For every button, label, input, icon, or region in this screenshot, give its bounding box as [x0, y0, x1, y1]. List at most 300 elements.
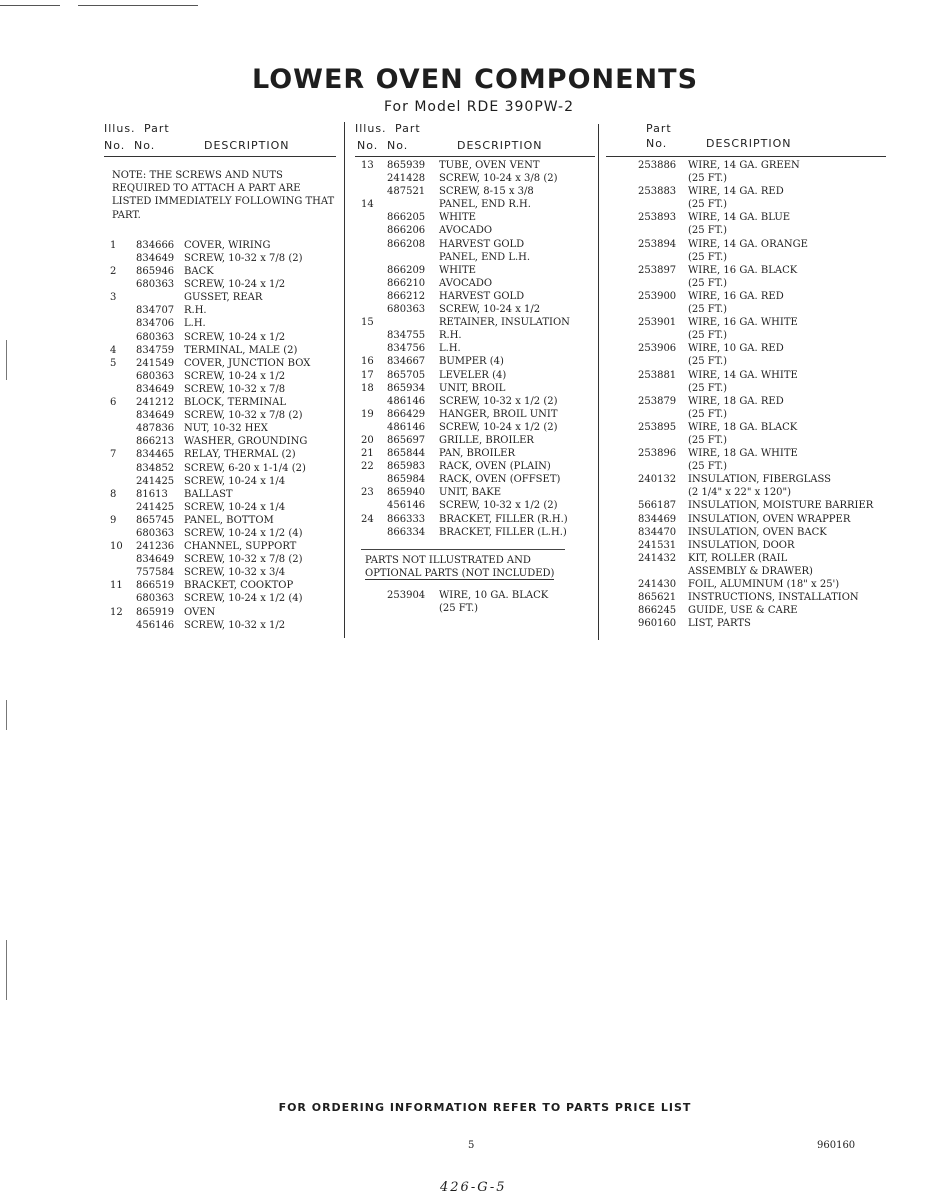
- illus-number: 9: [110, 514, 117, 526]
- part-description: INSULATION, DOOR: [688, 539, 795, 551]
- part-number: 865919: [136, 606, 175, 618]
- part-description: SCREW, 6-20 x 1-1/4 (2): [184, 462, 306, 474]
- part-row: [606, 460, 886, 473]
- part-row: [355, 198, 595, 211]
- illus-number: 7: [110, 449, 117, 461]
- scan-edge-mark: [6, 940, 7, 1000]
- part-description: BUMPER (4): [439, 356, 504, 368]
- part-description: WASHER, GROUNDING: [184, 436, 308, 448]
- part-number: 456146: [387, 500, 426, 512]
- part-description: PANEL, END L.H.: [439, 251, 531, 263]
- part-number: 834756: [387, 343, 426, 355]
- part-row: [606, 513, 886, 526]
- part-description: SCREW, 10-32 x 1/2: [184, 619, 286, 631]
- part-number: 680363: [136, 527, 175, 539]
- part-description: (25 FT.): [688, 173, 728, 185]
- parts-column-3: [606, 120, 886, 630]
- part-number: 253894: [638, 238, 677, 250]
- part-description: L.H.: [439, 343, 461, 355]
- parts-list-col1: [104, 239, 336, 632]
- part-description: (25 FT.): [688, 330, 728, 342]
- part-row: [104, 619, 336, 632]
- part-row: [104, 331, 336, 344]
- part-number: 241428: [387, 173, 426, 185]
- illus-number: 12: [110, 606, 123, 618]
- part-row: [355, 382, 595, 395]
- part-description: WIRE, 16 GA. BLACK: [688, 264, 798, 276]
- part-number: 81613: [136, 488, 168, 500]
- part-number: 865934: [387, 382, 426, 394]
- part-number: 253883: [638, 186, 677, 198]
- part-number: 834706: [136, 318, 175, 330]
- part-row: [606, 342, 886, 355]
- part-description: RELAY, THERMAL (2): [184, 449, 296, 461]
- part-number: 253886: [638, 160, 677, 171]
- part-number: 253901: [638, 317, 677, 329]
- description-header: DESCRIPTION: [204, 139, 290, 152]
- part-description: (2 1/4" x 22" x 120"): [688, 487, 792, 499]
- part-description: SCREW, 10-24 x 1/2: [184, 331, 286, 343]
- part-description: COVER, JUNCTION BOX: [184, 357, 311, 369]
- part-description: WIRE, 10 GA. RED: [688, 343, 784, 355]
- part-description: WIRE, 18 GA. BLACK: [688, 421, 798, 433]
- part-number: 865844: [387, 448, 426, 460]
- part-row: [104, 422, 336, 435]
- part-description: L.H.: [184, 318, 206, 330]
- part-row: [104, 566, 336, 579]
- part-row: [606, 251, 886, 264]
- part-description: (25 FT.): [688, 277, 728, 289]
- column-header: [606, 120, 886, 157]
- part-number: 253900: [638, 290, 677, 302]
- part-number: 866245: [638, 605, 677, 617]
- part-row: [104, 317, 336, 330]
- part-number: 241430: [638, 579, 677, 590]
- part-row: [606, 159, 886, 172]
- part-row: [104, 383, 336, 396]
- part-row: [355, 251, 595, 264]
- part-row: [355, 395, 595, 408]
- part-row: [355, 513, 595, 526]
- part-description: WIRE, 18 GA. WHITE: [688, 448, 798, 460]
- part-row: [606, 369, 886, 382]
- illus-number: 10: [110, 541, 123, 553]
- part-no-header: No.: [387, 139, 409, 152]
- part-description: RACK, OVEN (PLAIN): [439, 461, 551, 473]
- part-row: [355, 316, 595, 329]
- part-row: [606, 565, 886, 578]
- part-row: [355, 224, 595, 237]
- part-description: WIRE, 10 GA. BLACK: [439, 589, 549, 601]
- part-row: [606, 211, 886, 224]
- part-row: [606, 238, 886, 251]
- part-description: (25 FT.): [688, 356, 728, 368]
- handwritten-note: 426-G-5: [440, 1180, 507, 1195]
- part-row: [606, 172, 886, 185]
- part-row: [104, 527, 336, 540]
- part-number: 865705: [387, 369, 426, 381]
- optional-heading-line2: OPTIONAL PARTS (NOT INCLUDED): [365, 568, 555, 580]
- part-number: 865697: [387, 434, 426, 446]
- column-header: [104, 120, 336, 157]
- illus-header: Illus.: [355, 122, 387, 135]
- part-description: SCREW, 10-24 x 1/2: [184, 279, 286, 291]
- part-row: [104, 344, 336, 357]
- part-number: 241212: [136, 397, 175, 409]
- part-description: WIRE, 14 GA. RED: [688, 186, 784, 198]
- part-row: [355, 421, 595, 434]
- part-no-header: No.: [646, 137, 668, 150]
- part-row: [355, 473, 595, 486]
- illus-number: 21: [361, 448, 374, 460]
- part-description: OVEN: [184, 606, 216, 618]
- part-description: (25 FT.): [688, 461, 728, 473]
- part-description: TERMINAL, MALE (2): [184, 344, 298, 356]
- part-number: 866210: [387, 277, 426, 289]
- part-number: 865984: [387, 474, 426, 486]
- document-number: 960160: [817, 1140, 856, 1151]
- part-description: SCREW, 10-32 x 1/2 (2): [439, 395, 558, 407]
- part-row: [606, 329, 886, 342]
- part-row: [104, 304, 336, 317]
- part-description: R.H.: [184, 305, 207, 317]
- illus-number: 20: [361, 434, 374, 446]
- part-row: [104, 592, 336, 605]
- part-number: 834649: [136, 554, 175, 566]
- part-number: 834759: [136, 344, 175, 356]
- part-row: [606, 434, 886, 447]
- part-row: [606, 604, 886, 617]
- part-row: [355, 460, 595, 473]
- illus-number: 16: [361, 356, 374, 368]
- part-row: [104, 396, 336, 409]
- scan-edge-mark: [6, 340, 7, 380]
- part-number: 834667: [387, 356, 426, 368]
- part-row: [355, 290, 595, 303]
- part-number: 834852: [136, 462, 175, 474]
- part-number: 866429: [387, 408, 426, 420]
- part-header: Part: [144, 122, 170, 135]
- part-description: PANEL, BOTTOM: [184, 514, 274, 526]
- part-description: SCREW, 10-24 x 1/2 (4): [184, 527, 303, 539]
- parts-list-col2: [355, 159, 595, 539]
- part-description: (25 FT.): [688, 251, 728, 263]
- part-description: SCREW, 10-24 x 1/2 (4): [184, 593, 303, 605]
- part-number: 865940: [387, 487, 426, 499]
- part-row: [606, 408, 886, 421]
- optional-parts-section: [355, 549, 595, 615]
- parts-column-2: [355, 120, 595, 615]
- part-number: 487836: [136, 423, 175, 435]
- part-number: 486146: [387, 421, 426, 433]
- part-description: (25 FT.): [688, 434, 728, 446]
- part-row: [606, 526, 886, 539]
- part-row: [355, 355, 595, 368]
- part-description: WIRE, 18 GA. RED: [688, 395, 784, 407]
- part-row: [606, 395, 886, 408]
- part-number: 866519: [136, 580, 175, 592]
- part-description: SCREW, 10-32 x 7/8 (2): [184, 253, 303, 264]
- part-description: (25 FT.): [688, 225, 728, 237]
- part-row: [104, 291, 336, 304]
- part-row: [355, 434, 595, 447]
- part-description: ASSEMBLY & DRAWER): [688, 565, 813, 577]
- part-description: WHITE: [439, 212, 476, 224]
- part-description: GRILLE, BROILER: [439, 434, 534, 446]
- part-number: 241432: [638, 552, 677, 564]
- part-description: INSTRUCTIONS, INSTALLATION: [688, 592, 859, 604]
- illus-number: 2: [110, 266, 117, 278]
- illus-header: Illus.: [104, 122, 136, 135]
- part-number: 865939: [387, 160, 426, 171]
- part-description: BALLAST: [184, 488, 233, 500]
- part-description: WIRE, 14 GA. WHITE: [688, 369, 798, 381]
- part-description: HANGER, BROIL UNIT: [439, 408, 558, 420]
- part-row: [104, 606, 336, 619]
- part-description: SCREW, 10-24 x 1/4: [184, 475, 286, 487]
- illus-number: 19: [361, 408, 374, 420]
- part-number: 253879: [638, 395, 677, 407]
- part-description: PAN, BROILER: [439, 448, 515, 460]
- part-number: 240132: [638, 474, 677, 486]
- part-description: NUT, 10-32 HEX: [184, 423, 268, 435]
- part-row: [355, 159, 595, 172]
- part-number: 834469: [638, 513, 677, 525]
- part-row: [355, 447, 595, 460]
- part-row: [355, 369, 595, 382]
- part-row: [104, 488, 336, 501]
- part-description: SCREW, 10-32 x 7/8: [184, 383, 286, 395]
- part-row: [355, 486, 595, 499]
- illus-number: 13: [361, 160, 374, 171]
- column-divider: [598, 124, 599, 640]
- part-description: LEVELER (4): [439, 369, 507, 381]
- part-description: LIST, PARTS: [688, 618, 751, 630]
- part-number: 866205: [387, 212, 426, 224]
- part-row: [606, 499, 886, 512]
- illus-number: 15: [361, 317, 374, 329]
- part-description: BRACKET, FILLER (R.H.): [439, 513, 568, 525]
- part-description: INSULATION, MOISTURE BARRIER: [688, 500, 874, 512]
- part-row: [606, 591, 886, 604]
- part-number: 253897: [638, 264, 677, 276]
- part-description: GUIDE, USE & CARE: [688, 605, 798, 617]
- part-number: 253906: [638, 343, 677, 355]
- part-row: [104, 409, 336, 422]
- part-description: INSULATION, OVEN BACK: [688, 526, 827, 538]
- part-row: [104, 278, 336, 291]
- part-number: 456146: [136, 619, 175, 631]
- part-row: [355, 303, 595, 316]
- part-number: 865745: [136, 514, 175, 526]
- part-number: 834755: [387, 330, 426, 342]
- part-description: INSULATION, OVEN WRAPPER: [688, 513, 851, 525]
- part-row: [104, 357, 336, 370]
- part-number: 680363: [136, 593, 175, 605]
- part-number: 834465: [136, 449, 175, 461]
- part-row: [355, 185, 595, 198]
- part-number: 241531: [638, 539, 677, 551]
- page-number: 5: [468, 1140, 475, 1151]
- part-row: [606, 421, 886, 434]
- illus-number: 4: [110, 344, 117, 356]
- part-row: [606, 264, 886, 277]
- part-description: GUSSET, REAR: [184, 292, 263, 304]
- part-number: 865946: [136, 266, 175, 278]
- part-description: WIRE, 16 GA. RED: [688, 290, 784, 302]
- illus-number: 17: [361, 369, 374, 381]
- part-row: [104, 579, 336, 592]
- part-number: 866213: [136, 436, 175, 448]
- part-row: [104, 239, 336, 252]
- part-row: [606, 578, 886, 591]
- part-description: SCREW, 8-15 x 3/8: [439, 186, 534, 198]
- ordering-info: FOR ORDERING INFORMATION REFER TO PARTS PRICE LIST: [278, 1101, 692, 1114]
- part-number: 680363: [136, 279, 175, 291]
- part-description: WHITE: [439, 264, 476, 276]
- part-row: [606, 617, 886, 630]
- part-number: 960160: [638, 618, 677, 630]
- scan-edge-mark: [6, 700, 7, 730]
- illus-number: 8: [110, 488, 117, 500]
- part-description: SCREW, 10-24 x 1/2: [184, 370, 286, 382]
- optional-heading-line1: PARTS NOT ILLUSTRATED AND: [365, 554, 531, 566]
- part-row: [104, 501, 336, 514]
- part-row: [355, 277, 595, 290]
- part-number: 834649: [136, 383, 175, 395]
- part-number: 680363: [387, 304, 426, 316]
- part-description: (25 FT.): [688, 382, 728, 394]
- part-row: [606, 552, 886, 565]
- part-number: 865621: [638, 592, 677, 604]
- part-row: [606, 486, 886, 499]
- part-description: HARVEST GOLD: [439, 238, 525, 250]
- part-description: COVER, WIRING: [184, 239, 271, 251]
- part-row: [104, 252, 336, 265]
- part-description: CHANNEL, SUPPORT: [184, 541, 297, 553]
- part-number: 866333: [387, 513, 426, 525]
- description-header: DESCRIPTION: [457, 139, 543, 152]
- part-number: 866334: [387, 526, 426, 538]
- part-row: [606, 355, 886, 368]
- part-row: [104, 514, 336, 527]
- illus-number: 6: [110, 397, 117, 409]
- part-row: [606, 198, 886, 211]
- part-row: [606, 224, 886, 237]
- part-description: AVOCADO: [439, 225, 493, 237]
- part-number: 253893: [638, 212, 677, 224]
- part-description: KIT, ROLLER (RAIL: [688, 552, 788, 564]
- part-description: WIRE, 14 GA. BLUE: [688, 212, 791, 224]
- part-row: [606, 316, 886, 329]
- part-description: WIRE, 14 GA. ORANGE: [688, 238, 808, 250]
- part-header: Part: [646, 122, 672, 135]
- part-row: [355, 172, 595, 185]
- part-number: 866212: [387, 290, 426, 302]
- part-number: 253895: [638, 421, 677, 433]
- part-no-header: No.: [134, 139, 156, 152]
- parts-list-col3: [606, 159, 886, 630]
- part-description: SCREW, 10-24 x 1/2 (2): [439, 421, 558, 433]
- part-description: HARVEST GOLD: [439, 290, 525, 302]
- part-description: FOIL, ALUMINUM (18" x 25'): [688, 579, 840, 590]
- part-row: [606, 539, 886, 552]
- illus-no-header: No.: [357, 139, 379, 152]
- part-number: 680363: [136, 370, 175, 382]
- illus-number: 18: [361, 382, 374, 394]
- part-row: [104, 448, 336, 461]
- page-title: LOWER OVEN COMPONENTS: [251, 64, 699, 95]
- part-row: [104, 370, 336, 383]
- part-row: [355, 526, 595, 539]
- page-subtitle: For Model RDE 390PW-2: [384, 99, 575, 115]
- part-description: RETAINER, INSULATION: [439, 317, 570, 329]
- part-description: UNIT, BROIL: [439, 382, 506, 394]
- part-number: 865983: [387, 461, 426, 473]
- scan-top-line-left: [0, 5, 60, 6]
- part-description: WIRE, 14 GA. GREEN: [688, 160, 800, 171]
- part-row: [355, 602, 595, 615]
- part-number: 241425: [136, 475, 175, 487]
- part-number: 834707: [136, 305, 175, 317]
- part-row: [104, 553, 336, 566]
- illus-number: 24: [361, 513, 374, 525]
- part-number: 486146: [387, 395, 426, 407]
- part-row: [104, 265, 336, 278]
- part-row: [606, 303, 886, 316]
- part-description: (25 FT.): [688, 408, 728, 420]
- illus-number: 23: [361, 487, 374, 499]
- part-number: 253896: [638, 448, 677, 460]
- part-row: [104, 540, 336, 553]
- optional-parts-list: [355, 589, 595, 615]
- part-row: [606, 382, 886, 395]
- part-number: 566187: [638, 500, 677, 512]
- part-number: 241549: [136, 357, 175, 369]
- part-description: R.H.: [439, 330, 462, 342]
- part-row: [355, 264, 595, 277]
- part-row: [606, 277, 886, 290]
- part-number: 241236: [136, 541, 175, 553]
- scan-top-line-right: [78, 5, 198, 6]
- part-description: UNIT, BAKE: [439, 487, 502, 499]
- part-description: SCREW, 10-32 x 1/2 (2): [439, 500, 558, 512]
- part-header: Part: [395, 122, 421, 135]
- part-description: WIRE, 16 GA. WHITE: [688, 317, 798, 329]
- part-description: SCREW, 10-32 x 7/8 (2): [184, 410, 303, 422]
- part-row: [355, 589, 595, 602]
- part-row: [606, 290, 886, 303]
- illus-number: 1: [110, 239, 117, 251]
- part-row: [355, 342, 595, 355]
- part-description: INSULATION, FIBERGLASS: [688, 474, 832, 486]
- part-number: 834470: [638, 526, 677, 538]
- part-description: TUBE, OVEN VENT: [439, 160, 540, 171]
- part-description: SCREW, 10-32 x 7/8 (2): [184, 554, 303, 566]
- illus-number: 11: [110, 580, 123, 592]
- part-description: (25 FT.): [688, 199, 728, 211]
- part-number: 834649: [136, 253, 175, 264]
- part-number: 866206: [387, 225, 426, 237]
- part-row: [355, 329, 595, 342]
- part-description: RACK, OVEN (OFFSET): [439, 474, 561, 486]
- part-description: SCREW, 10-24 x 1/4: [184, 501, 286, 513]
- part-number: 253904: [387, 589, 426, 601]
- column-divider: [344, 122, 345, 638]
- illus-number: 14: [361, 199, 374, 211]
- part-row: [104, 435, 336, 448]
- part-number: 253881: [638, 369, 677, 381]
